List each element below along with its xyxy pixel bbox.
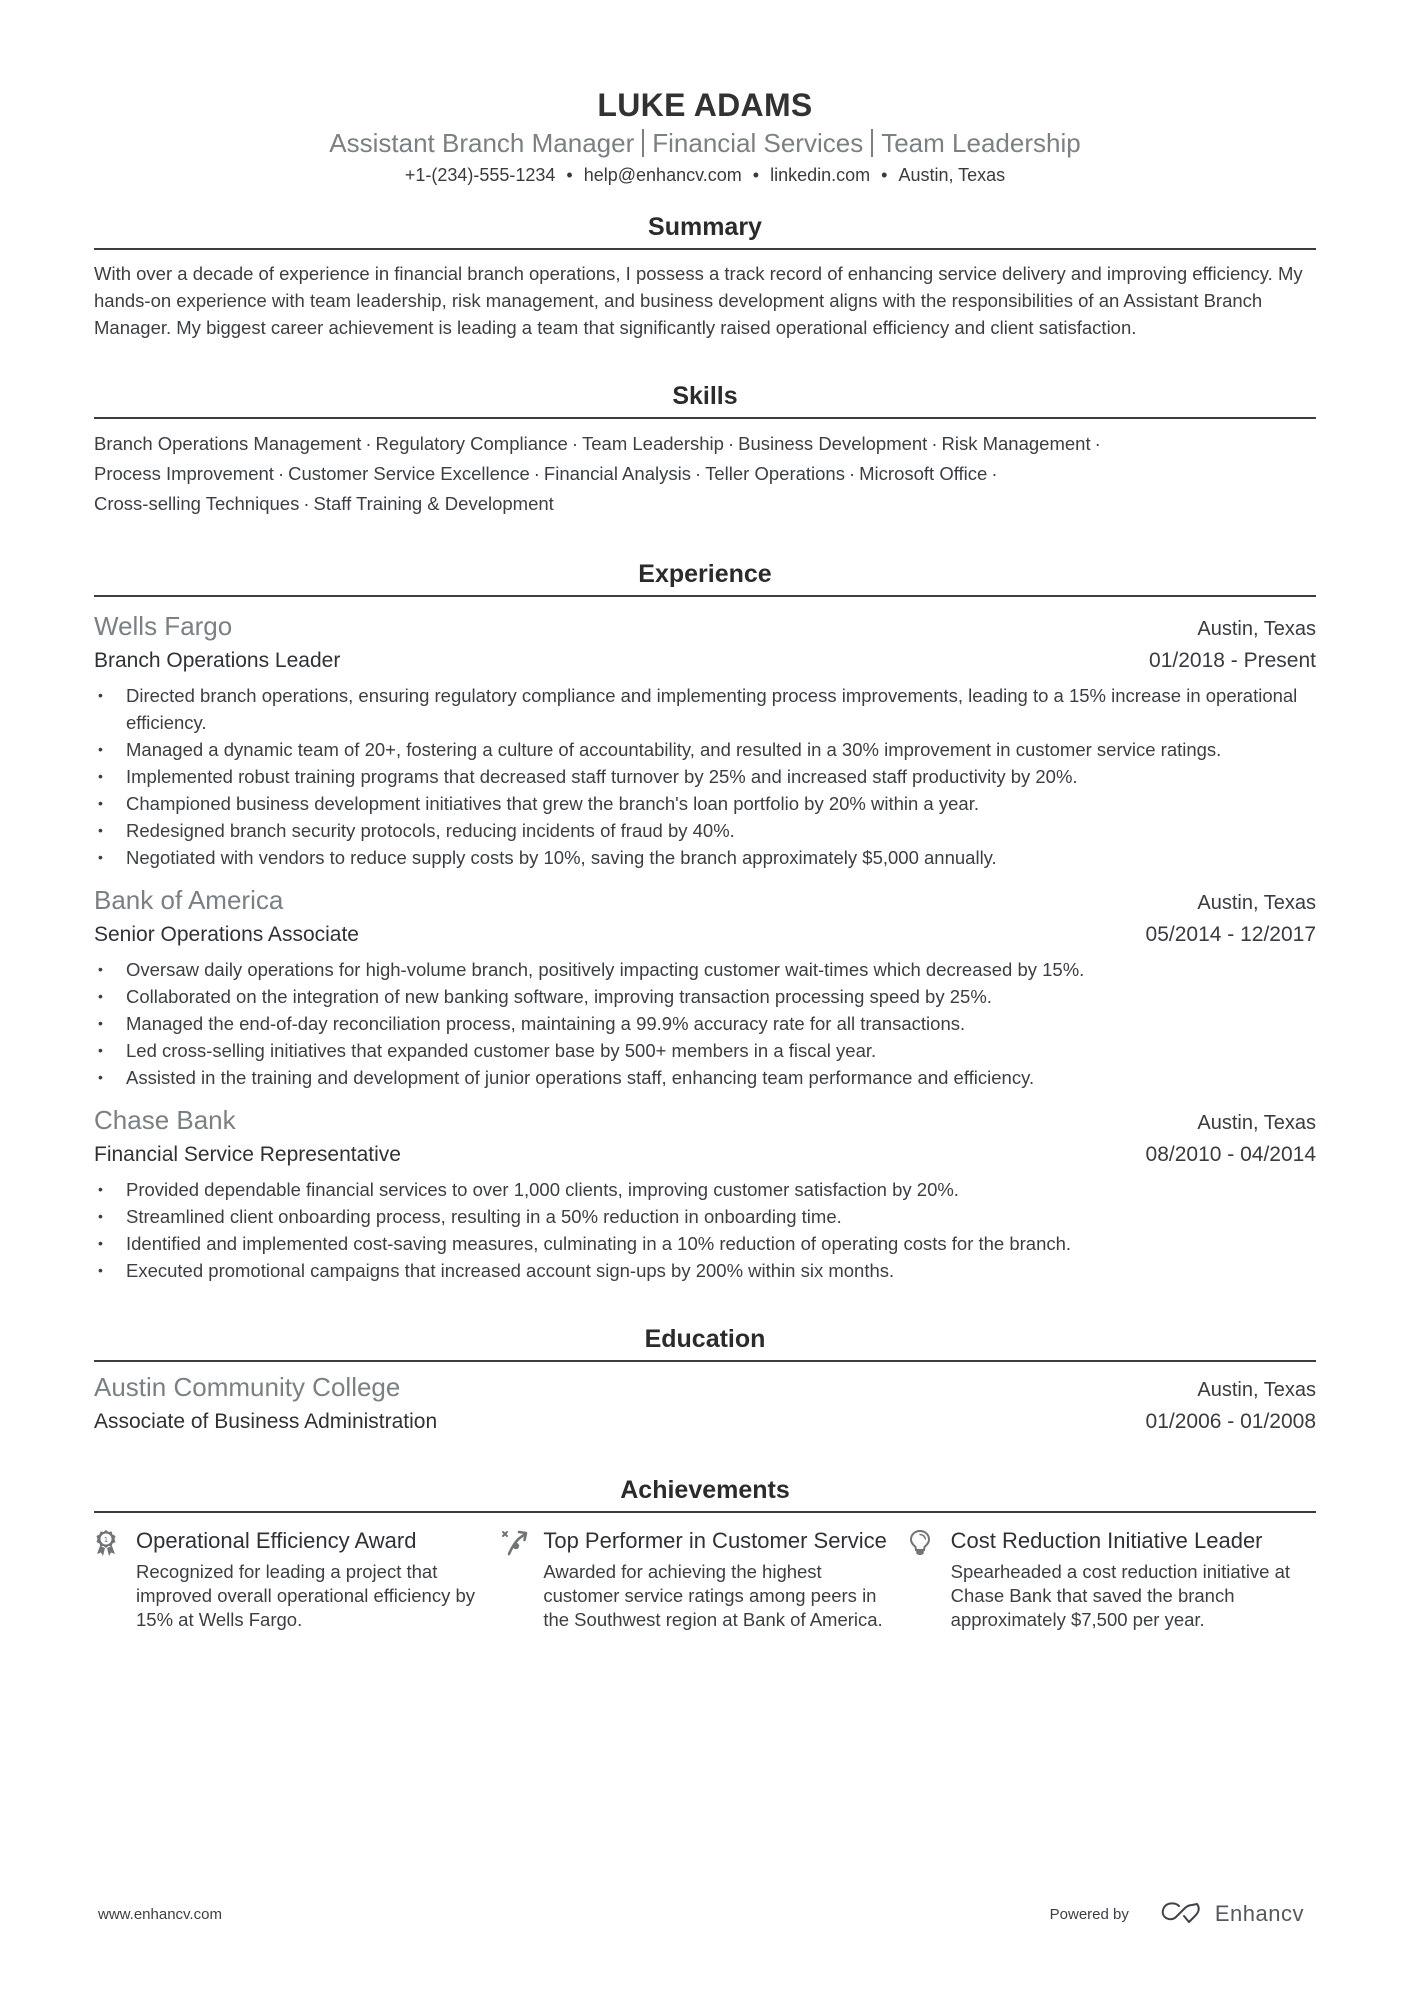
skill: Risk Management bbox=[941, 433, 1091, 454]
job-bullets bbox=[94, 1176, 1316, 1284]
bullet-item: • Assisted in the training and development of junior operations staff, enhancing team performance and efficiency. bbox=[94, 1064, 1316, 1091]
section-heading: Skills bbox=[94, 379, 1316, 419]
linkedin-link[interactable]: linkedin.com bbox=[770, 165, 871, 185]
education-dates: 01/2006 - 01/2008 bbox=[1145, 1410, 1316, 1433]
powered-by bbox=[1050, 1900, 1304, 1928]
bullet-separator: • bbox=[566, 165, 573, 185]
company-name: Wells Fargo bbox=[94, 611, 233, 641]
candidate-name: LUKE ADAMS bbox=[597, 87, 813, 123]
bullet-item: • Executed promotional campaigns that increased account sign-ups by 200% within six months. bbox=[94, 1257, 1316, 1284]
company-name: Chase Bank bbox=[94, 1105, 236, 1135]
achievement-item bbox=[94, 1527, 501, 1632]
headline-part: Team Leadership bbox=[881, 128, 1081, 158]
job-title: Senior Operations Associate bbox=[94, 923, 359, 946]
skill: Process Improvement bbox=[94, 463, 274, 484]
job-location: Austin, Texas bbox=[1197, 1112, 1316, 1134]
bullet-item: • Provided dependable financial services to over 1,000 clients, improving customer satisfaction by 20%. bbox=[94, 1176, 1316, 1203]
skill: Cross-selling Techniques bbox=[94, 493, 300, 514]
job-dates: 08/2010 - 04/2014 bbox=[1145, 1143, 1316, 1166]
job-dates: 05/2014 - 12/2017 bbox=[1145, 923, 1316, 946]
page-footer bbox=[98, 1900, 1304, 1928]
skill: Regulatory Compliance bbox=[375, 433, 568, 454]
school-name: Austin Community College bbox=[94, 1372, 401, 1402]
skill: Business Development bbox=[738, 433, 928, 454]
bullet-separator: • bbox=[752, 165, 760, 185]
headline bbox=[94, 126, 1316, 160]
bullet-item: • Implemented robust training programs that decreased staff turnover by 25% and increased staff productivity by 20%. bbox=[94, 763, 1316, 790]
skill: Branch Operations Management bbox=[94, 433, 362, 454]
headline-divider bbox=[642, 129, 644, 157]
school-location: Austin, Texas bbox=[1197, 1379, 1316, 1401]
svg-text:1: 1 bbox=[103, 1536, 109, 1544]
job-location: Austin, Texas bbox=[1197, 618, 1316, 640]
section-heading: Summary bbox=[94, 210, 1316, 250]
skill: Microsoft Office bbox=[859, 463, 988, 484]
section-heading: Education bbox=[94, 1322, 1316, 1362]
phone: +1-(234)-555-1234 bbox=[404, 165, 556, 185]
job-entry bbox=[94, 1103, 1316, 1284]
education-section bbox=[94, 1322, 1316, 1437]
achievement-title: Operational Efficiency Award bbox=[136, 1528, 417, 1553]
skill: Team Leadership bbox=[582, 433, 724, 454]
location: Austin, Texas bbox=[898, 165, 1006, 185]
email-link[interactable]: help@enhancv.com bbox=[583, 165, 742, 185]
achievement-item bbox=[909, 1527, 1316, 1632]
bullet-item: • Managed the end-of-day reconciliation process, maintaining a 99.9% accuracy rate for all transactions. bbox=[94, 1010, 1316, 1037]
enhancv-logo-icon bbox=[1159, 1900, 1205, 1928]
job-entry bbox=[94, 609, 1316, 871]
bullet-item: • Collaborated on the integration of new banking software, improving transaction processing speed by 25%. bbox=[94, 983, 1316, 1010]
achievements-section bbox=[94, 1473, 1316, 1632]
bullet-item: • Negotiated with vendors to reduce supply costs by 10%, saving the branch approximately $5,000 annually. bbox=[94, 844, 1316, 871]
enhancv-brand: Enhancv bbox=[1214, 1901, 1304, 1926]
achievement-title: Cost Reduction Initiative Leader bbox=[950, 1528, 1263, 1553]
headline-divider bbox=[871, 129, 873, 157]
skill: Customer Service Excellence bbox=[288, 463, 530, 484]
lightbulb-icon bbox=[909, 1527, 951, 1632]
skill: Financial Analysis bbox=[543, 463, 691, 484]
summary-text: With over a decade of experience in financial branch operations, I possess a track record of enhancing service delivery and improving efficiency. My hands-on experience with team leadership, risk management, and business development aligns with the responsibilities of an Assistant Branch Manager. My biggest career achievement is leading a team that significantly raised operational efficiency and client satisfaction. bbox=[94, 263, 1303, 338]
achievement-description: Awarded for achieving the highest customer service ratings among peers in the Southwest region at Bank of America. bbox=[543, 1561, 883, 1630]
section-heading: Experience bbox=[94, 557, 1316, 597]
achievement-title: Top Performer in Customer Service bbox=[543, 1528, 887, 1553]
footer-website-link[interactable]: www.enhancv.com bbox=[98, 1905, 222, 1923]
bullet-item: • Oversaw daily operations for high-volume branch, positively impacting customer wait-times which decreased by 15%. bbox=[94, 956, 1316, 983]
achievement-description: Recognized for leading a project that improved overall operational efficiency by 15% at Wells Fargo. bbox=[136, 1561, 476, 1630]
education-entry bbox=[94, 1370, 1316, 1437]
degree: Associate of Business Administration bbox=[94, 1410, 438, 1433]
bullet-separator: • bbox=[881, 165, 888, 185]
job-dates: 01/2018 - Present bbox=[1149, 649, 1316, 672]
powered-by-label: Powered by bbox=[1049, 1905, 1129, 1923]
experience-section bbox=[94, 557, 1316, 1284]
job-title: Branch Operations Leader bbox=[94, 649, 341, 672]
skills-section bbox=[94, 379, 1316, 519]
bullet-item: • Led cross-selling initiatives that expanded customer base by 500+ members in a fiscal year. bbox=[94, 1037, 1316, 1064]
strategy-play-icon bbox=[501, 1527, 543, 1632]
headline-part: Financial Services bbox=[652, 128, 864, 158]
resume-header bbox=[94, 0, 1316, 188]
bullet-item: • Identified and implemented cost-saving measures, culminating in a 10% reduction of operating costs for the branch. bbox=[94, 1230, 1316, 1257]
skill: Teller Operations bbox=[705, 463, 845, 484]
resume-page bbox=[94, 0, 1316, 1632]
skill: Staff Training & Development bbox=[313, 493, 554, 514]
bullet-item: • Streamlined client onboarding process, resulting in a 50% reduction in onboarding time. bbox=[94, 1203, 1316, 1230]
headline-part: Assistant Branch Manager bbox=[329, 128, 635, 158]
job-title: Financial Service Representative bbox=[94, 1143, 401, 1166]
section-heading: Achievements bbox=[94, 1473, 1316, 1513]
achievement-description: Spearheaded a cost reduction initiative at Chase Bank that saved the branch approximately $7,500 per year. bbox=[950, 1561, 1291, 1630]
company-name: Bank of America bbox=[94, 885, 284, 915]
bullet-item: • Directed branch operations, ensuring regulatory compliance and implementing process improvements, leading to a 15% increase in operational efficiency. bbox=[94, 682, 1316, 736]
award-medal-icon bbox=[94, 1527, 136, 1632]
summary-section bbox=[94, 210, 1316, 341]
job-bullets bbox=[94, 956, 1316, 1091]
job-entry bbox=[94, 883, 1316, 1091]
job-location: Austin, Texas bbox=[1197, 892, 1316, 914]
bullet-item: • Championed business development initiatives that grew the branch's loan portfolio by 20% within a year. bbox=[94, 790, 1316, 817]
bullet-item: • Managed a dynamic team of 20+, fostering a culture of accountability, and resulted in a 30% improvement in customer service ratings. bbox=[94, 736, 1316, 763]
bullet-item: • Redesigned branch security protocols, reducing incidents of fraud by 40%. bbox=[94, 817, 1316, 844]
job-bullets bbox=[94, 682, 1316, 871]
skills-list: Branch Operations Management · Regulatory Compliance · Team Leadership · Business Development · Risk Management · Process Improvement · Customer Service Excellence · Financial Analysis · Teller Operations · Microsoft Office · Cross-selling Techniques · Staff Training & Development bbox=[94, 433, 1101, 514]
achievement-item bbox=[501, 1527, 908, 1632]
achievements-grid bbox=[94, 1527, 1316, 1632]
contact-info bbox=[94, 162, 1316, 188]
